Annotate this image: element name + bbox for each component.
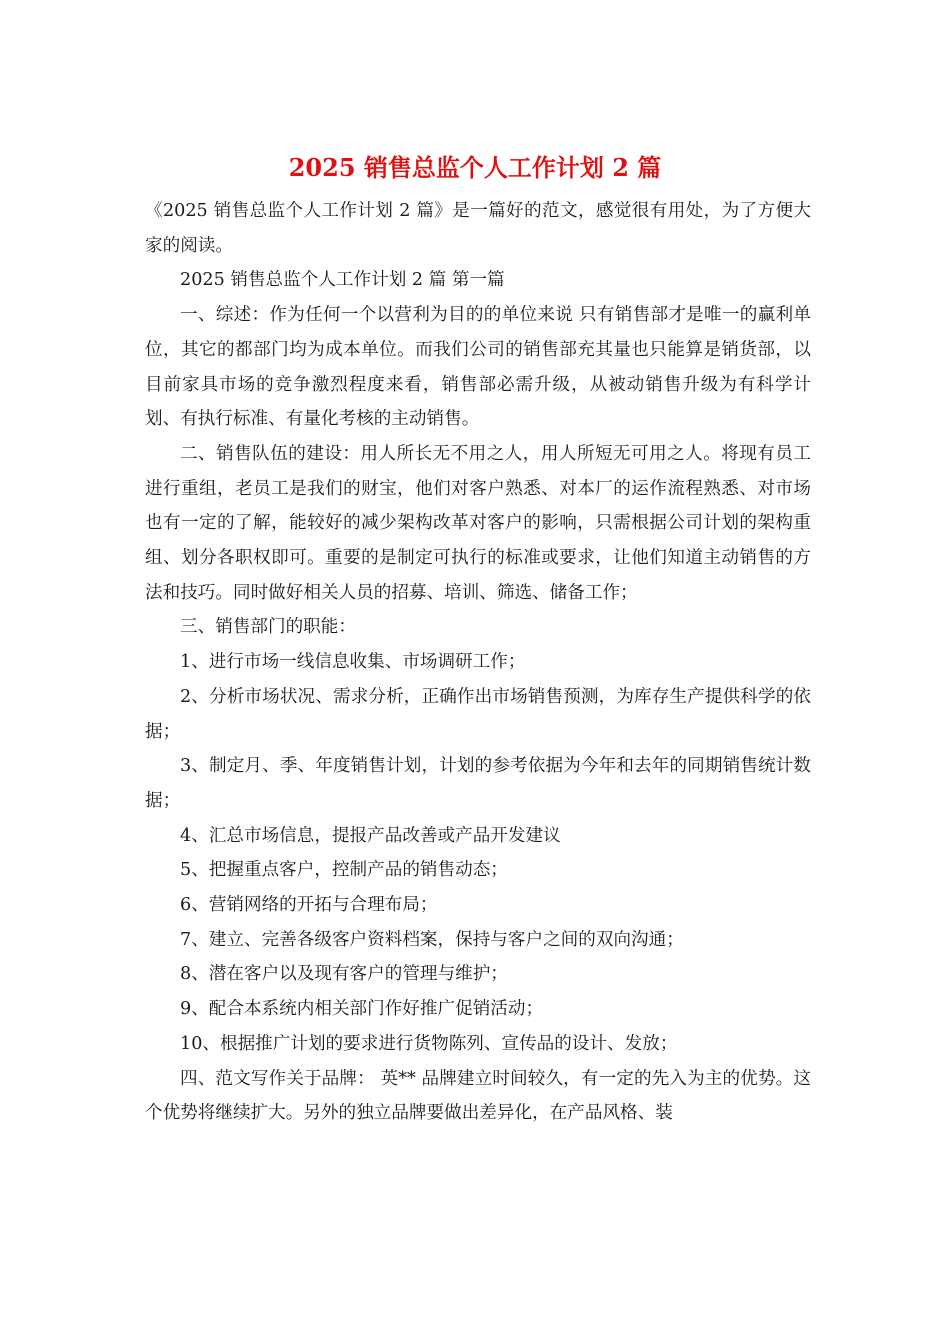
list-item: 9、配合本系统内相关部门作好推广促销活动； [180, 999, 544, 1020]
list-item: 3、制定月、季、年度销售计划，计划的参考依据为今年和去年的同期销售统计数据； [145, 756, 811, 811]
list-item: 1、进行市场一线信息收集、市场调研工作； [180, 652, 526, 673]
list-item: 10、根据推广计划的要求进行货物陈列、宣传品的设计、发放； [180, 1033, 678, 1054]
document-body [145, 194, 811, 1131]
paragraph-overview: 一、综述：作为任何一个以营利为目的的单位来说 只有销售部才是唯一的赢利单位，其它的都部门均为成本单位。而我们公司的销售部充其量也只能算是销货部，以目前家具市场的竞争激烈程度来看，销售部必需升级，从被动销售升级为有科学计划、有执行标准、有量化考核的主动销售。 [145, 305, 811, 430]
document-title: 2025 销售总监个人工作计划 2 篇 [288, 153, 662, 182]
list-item: 5、把握重点客户，控制产品的销售动态； [180, 860, 508, 881]
intro-paragraph: 《2025 销售总监个人工作计划 2 篇》是一篇好的范文，感觉很有用处，为了方便大家的阅读。 [145, 201, 811, 256]
list-item: 7、建立、完善各级客户资料档案，保持与客户之间的双向沟通； [180, 929, 684, 950]
list-item: 4、汇总市场信息，提报产品改善或产品开发建议 [180, 825, 561, 846]
paragraph-brand: 四、范文写作关于品牌： 英** 品牌建立时间较久，有一定的先入为主的优势。这个优势将继续扩大。另外的独立品牌要做出差异化，在产品风格、装 [145, 1068, 811, 1124]
list-item: 8、潜在客户以及现有客户的管理与维护； [180, 964, 508, 985]
list-item: 6、营销网络的开拓与合理布局； [180, 895, 438, 916]
paragraph-functions-heading: 三、销售部门的职能： [180, 617, 356, 638]
list-item: 2、分析市场状况、需求分析，正确作出市场销售预测，为库存生产提供科学的依据； [145, 686, 811, 742]
paragraph-team-building: 二、销售队伍的建设：用人所长无不用之人，用人所短无可用之人。将现有员工进行重组，老员工是我们的财宝，他们对客户熟悉、对本厂的运作流程熟悉、对市场也有一定的了解，能较好的减少架构改革对客户的影响，只需根据公司计划的架构重组、划分各职权即可。重要的是制定可执行的标准或要求，让他们知道主动销售的方法和技巧。同时做好相关人员的招募、培训、筛选、储备工作； [145, 443, 811, 603]
section-heading: 2025 销售总监个人工作计划 2 篇 第一篇 [180, 270, 505, 291]
